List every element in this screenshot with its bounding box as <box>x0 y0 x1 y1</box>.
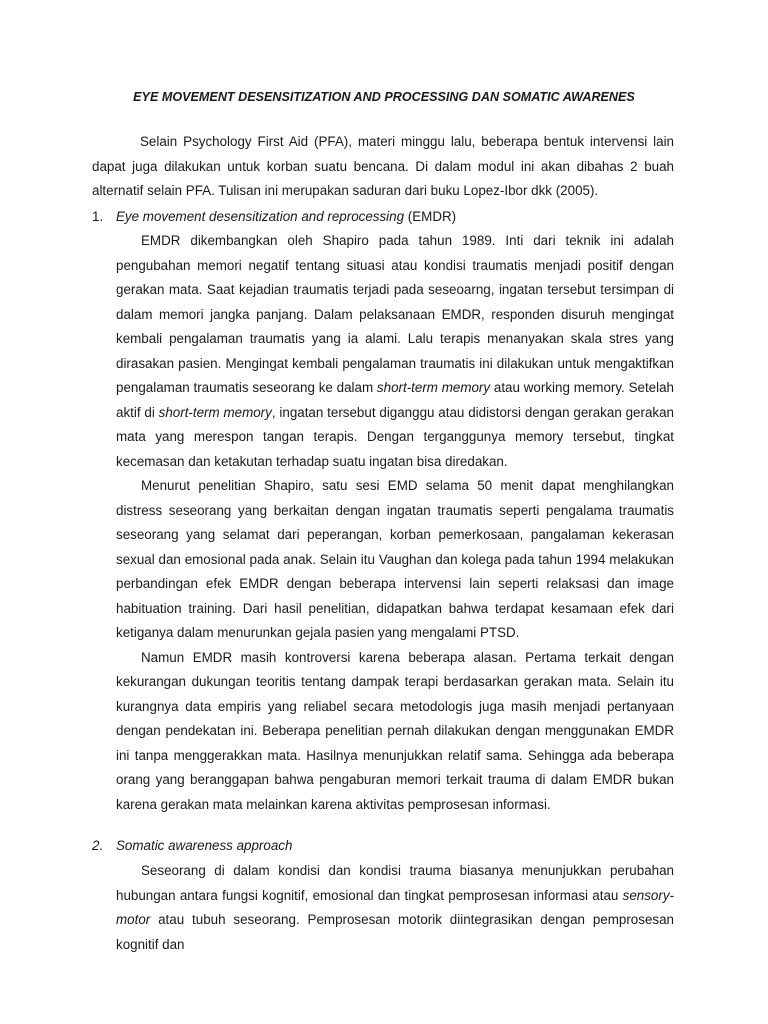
section-2-body <box>116 859 674 957</box>
p1-text-b: atau working memory. Setelah aktif di <box>116 380 674 420</box>
p1-emphasis-2: short-term memory <box>158 404 272 420</box>
section-1-number: 1. <box>92 209 104 224</box>
section-1-heading <box>92 205 674 230</box>
page-title: EYE MOVEMENT DESENSITIZATION AND PROCESSING DAN SOMATIC AWARENES <box>133 90 635 104</box>
section-2-title: Somatic awareness approach <box>116 838 293 853</box>
p1-text-c: , ingatan tersebut diganggu atau didistorsi dengan gerakan gerakan mata yang merespon tangan terapis. Dengan terganggunya memory tersebut, tingkat kecemasan dan ketakutan terhadap suatu ingatan bisa diredakan. <box>116 404 674 469</box>
p1-emphasis-1: short-term memory <box>376 380 491 395</box>
section-1-title-suffix: (EMDR) <box>404 209 457 224</box>
p1-text-a: EMDR dikembangkan oleh Shapiro pada tahun 1989. Inti dari teknik ini adalah pengubahan memori negatif tentang situasi atau kondisi traumatis menjadi positif dengan gerakan mata. Saat kejadian traumatis terjadi pada seseoarng, ingatan tersebut tersimpan di dalam memori jangka panjang. Dalam pelaksanaan EMDR, responden disuruh mengingat kembali pengalaman traumatis yang ia alami. Lalu terapis menanyakan skala stres yang dirasakan pasien. Mengingat kembali pengalaman traumatis ini dilakukan untuk mengaktifkan pengalaman traumatis seseorang ke dalam <box>116 233 674 395</box>
section-2-heading <box>92 834 674 859</box>
section-1-body <box>116 229 674 817</box>
s2-emphasis: sensory-motor <box>116 887 674 927</box>
intro-text: Selain Psychology First Aid (PFA), materi minggu lalu, beberapa bentuk intervensi lain dapat juga dilakukan untuk korban suatu bencana. Di dalam modul ini akan dibahas 2 buah alternatif selain PFA. Tulisan ini merupakan saduran dari buku Lopez-Ibor dkk (2005). <box>92 134 674 198</box>
section-2-paragraph-1 <box>116 859 674 957</box>
section-1-paragraph-2: Menurut penelitian Shapiro, satu sesi EMD selama 50 menit dapat menghilangkan distress seseorang yang berkaitan dengan ingatan traumatis seperti pengalama traumatis seseorang yang selamat dari peperangan, korban pemerkosaan, pangalaman kekerasan sexual dan emosional pada anak. Selain itu Vaughan dan kolega pada tahun 1994 melakukan perbandingan efek EMDR dengan beberapa intervensi lain seperti relaksasi dan image habituation training. Dari hasil penelitian, didapatkan bahwa terdapat kesamaan efek dari ketiganya dalam menurunkan gejala pasien yang mengalami PTSD. <box>116 478 674 640</box>
section-2-number: 2. <box>92 838 104 853</box>
s2-text-a: Seseorang di dalam kondisi dan kondisi trauma biasanya menunjukkan perubahan hubungan antara fungsi kognitif, emosional dan tingkat pemprosesan informasi atau <box>116 863 674 903</box>
section-1-title: Eye movement desensitization and reprocessing <box>116 209 405 224</box>
s2-text-b: atau tubuh seseorang. Pemprosesan motorik diintegrasikan dengan pemprosesan kognitif dan <box>116 912 674 952</box>
section-1-paragraph-3: Namun EMDR masih kontroversi karena beberapa alasan. Pertama terkait dengan kekurangan dukungan teoritis tentang dampak terapi berdasarkan gerakan mata. Selain itu kurangnya data empiris yang reliabel secara metodologis juga masih menjadi pertanyaan dengan pendekatan ini. Beberapa penelitian pernah dilakukan dengan menggunakan EMDR ini tanpa menggerakkan mata. Hasilnya menunjukkan relatif sama. Sehingga ada beberapa orang yang beranggapan bahwa pengaburan memori terkait trauma di dalam EMDR bukan karena gerakan mata melainkan karena aktivitas pemprosesan informasi. <box>116 649 674 812</box>
section-1-paragraph-1 <box>116 229 674 474</box>
intro-paragraph <box>92 130 674 204</box>
